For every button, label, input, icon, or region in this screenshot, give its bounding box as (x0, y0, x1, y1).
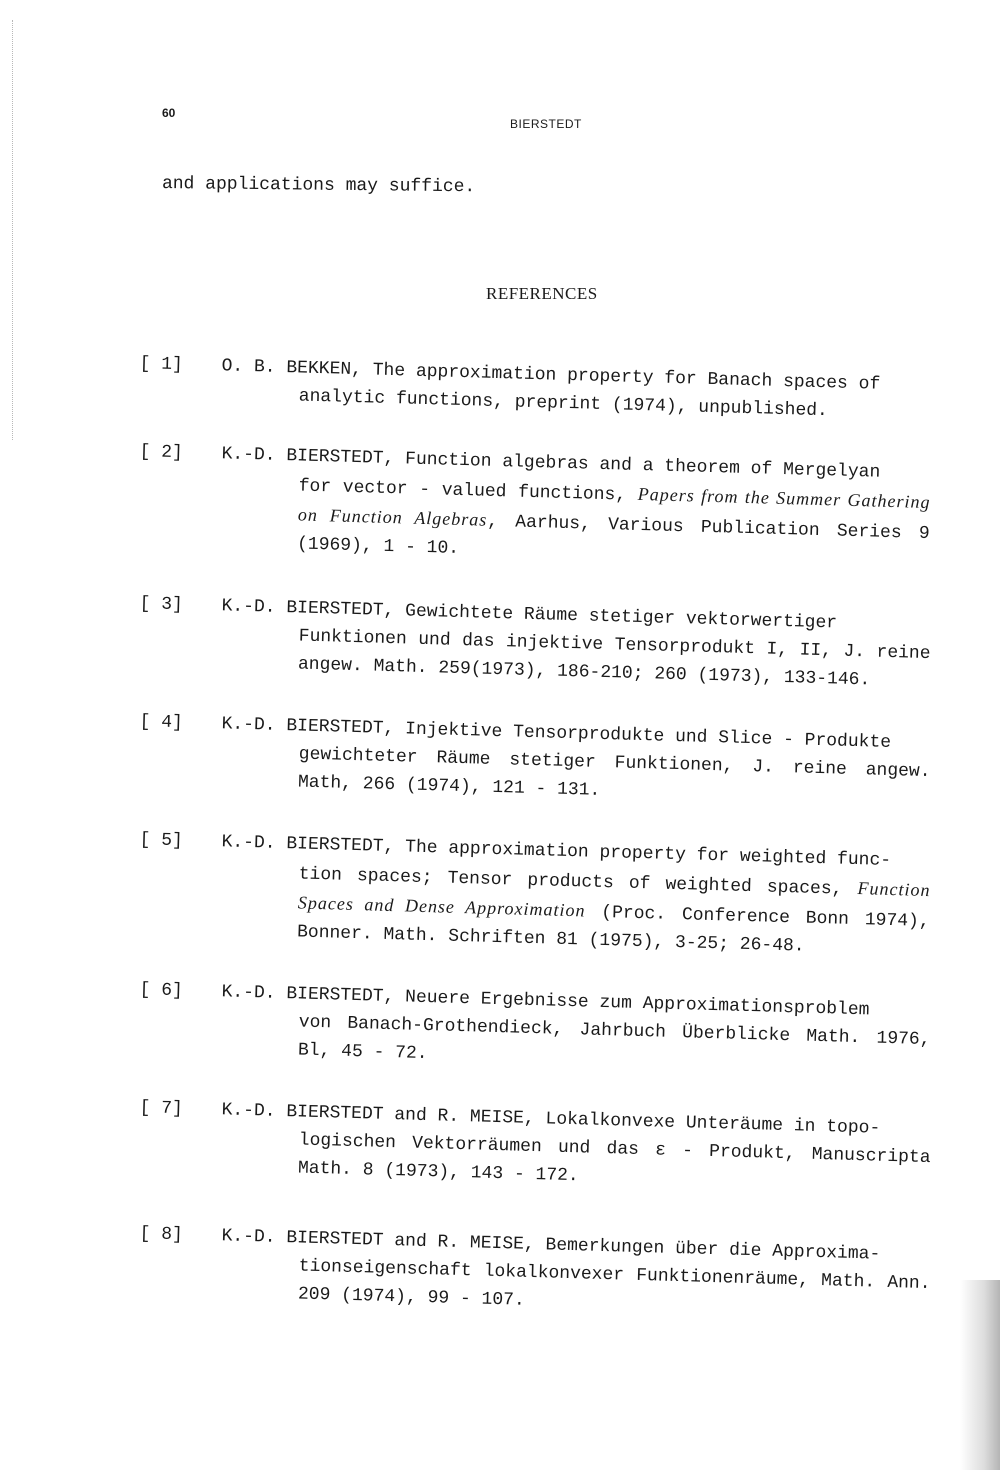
reference-text: tion spaces; Tensor products of weighted spaces, (298, 864, 858, 901)
reference-continuation: analytic functions, preprint (1974), unpublished. (298, 386, 829, 422)
scan-artifact-right (960, 1280, 1000, 1470)
intro-text: and applications may suffice. (161, 174, 476, 198)
reference-first-line: K.-D. BIERSTEDT, Injektive Tensorprodukte und Slice - Produkte (221, 714, 892, 753)
reference-first-line: K.-D. BIERSTEDT, Neuere Ergebnisse zum Approximationsproblem (221, 982, 870, 1021)
reference-italic-title: Papers from the Summer Gathering on Function Algebras (297, 483, 931, 530)
reference-entry-6 (139, 976, 940, 1065)
reference-continuation: von Banach-Grothendieck, Jahrbuch Überblicke Math. 1976, Bl, 45 - 72. (297, 1012, 931, 1065)
running-head: BIERSTEDT (510, 117, 582, 131)
reference-continuation (219, 856, 931, 964)
reference-entry-1 (139, 350, 940, 422)
reference-body (220, 1222, 932, 1326)
reference-first-line: K.-D. BIERSTEDT, Gewichtete Räume stetiger vektorwertiger (221, 596, 838, 634)
reference-number: [ 4] (139, 711, 184, 734)
reference-body (220, 592, 932, 696)
reference-text: , Aarhus, Various Publication Series 9 (1969), 1 - 10. (296, 511, 930, 559)
reference-entry-5 (139, 826, 940, 957)
reference-body (220, 1096, 932, 1200)
reference-body (219, 440, 932, 576)
reference-continuation (219, 468, 931, 576)
reference-number: [ 3] (139, 593, 184, 616)
reference-number: [ 1] (139, 353, 184, 376)
reference-continuation: logischen Vektorräumen und das ε - Produkt, Manuscripta Math. 8 (1973), 143 - 172. (297, 1130, 931, 1187)
reference-italic-title: Function Spaces and Dense Approximation (297, 878, 931, 921)
references-heading: REFERENCES (486, 284, 598, 303)
reference-entry-3 (139, 590, 940, 691)
reference-number: [ 5] (139, 829, 184, 852)
reference-body (220, 352, 931, 428)
reference-text: for vector - valued functions, (298, 476, 639, 506)
reference-number: [ 7] (139, 1097, 184, 1120)
reference-entry-8 (139, 1220, 940, 1311)
reference-continuation: tionseigenschaft lokalkonvexer Funktionenräume, Math. Ann. 209 (1974), 99 - 107. (297, 1256, 931, 1311)
scan-artifact-left (12, 20, 16, 440)
reference-number: [ 2] (139, 441, 184, 464)
reference-body (220, 710, 932, 814)
reference-body (219, 828, 932, 964)
reference-first-line: K.-D. BIERSTEDT, The approximation property for weighted func- (221, 832, 892, 871)
reference-continuation: gewichteter Räume stetiger Funktionen, J. reine angew. Math, 266 (1974), 121 - 131. (297, 744, 931, 801)
reference-continuation: Funktionen und das injektive Tensorprodukt I, II, J. reine angew. Math. 259(1973), 186-210; 260 (1973), 133-146. (297, 626, 931, 691)
reference-entry-2 (139, 438, 940, 559)
reference-number: [ 8] (139, 1223, 184, 1246)
reference-number: [ 6] (139, 979, 184, 1002)
reference-first-line: K.-D. BIERSTEDT, Function algebras and a theorem of Mergelyan (221, 444, 881, 483)
reference-first-line: K.-D. BIERSTEDT and R. MEISE, Lokalkonvexe Unteräume in topo- (221, 1100, 881, 1139)
reference-text: (Proc. Conference Bonn 1974), Bonner. Math. Schriften 81 (1975), 3-25; 26-48. (296, 902, 930, 957)
reference-entry-7 (139, 1094, 940, 1187)
page-number: 60 (162, 106, 176, 120)
reference-first-line: K.-D. BIERSTEDT and R. MEISE, Bemerkungen über die Approxima- (221, 1226, 881, 1265)
reference-body (220, 978, 932, 1082)
reference-first-line: O. B. BEKKEN, The approximation property for Banach spaces of (221, 356, 881, 395)
reference-entry-4 (139, 708, 940, 801)
